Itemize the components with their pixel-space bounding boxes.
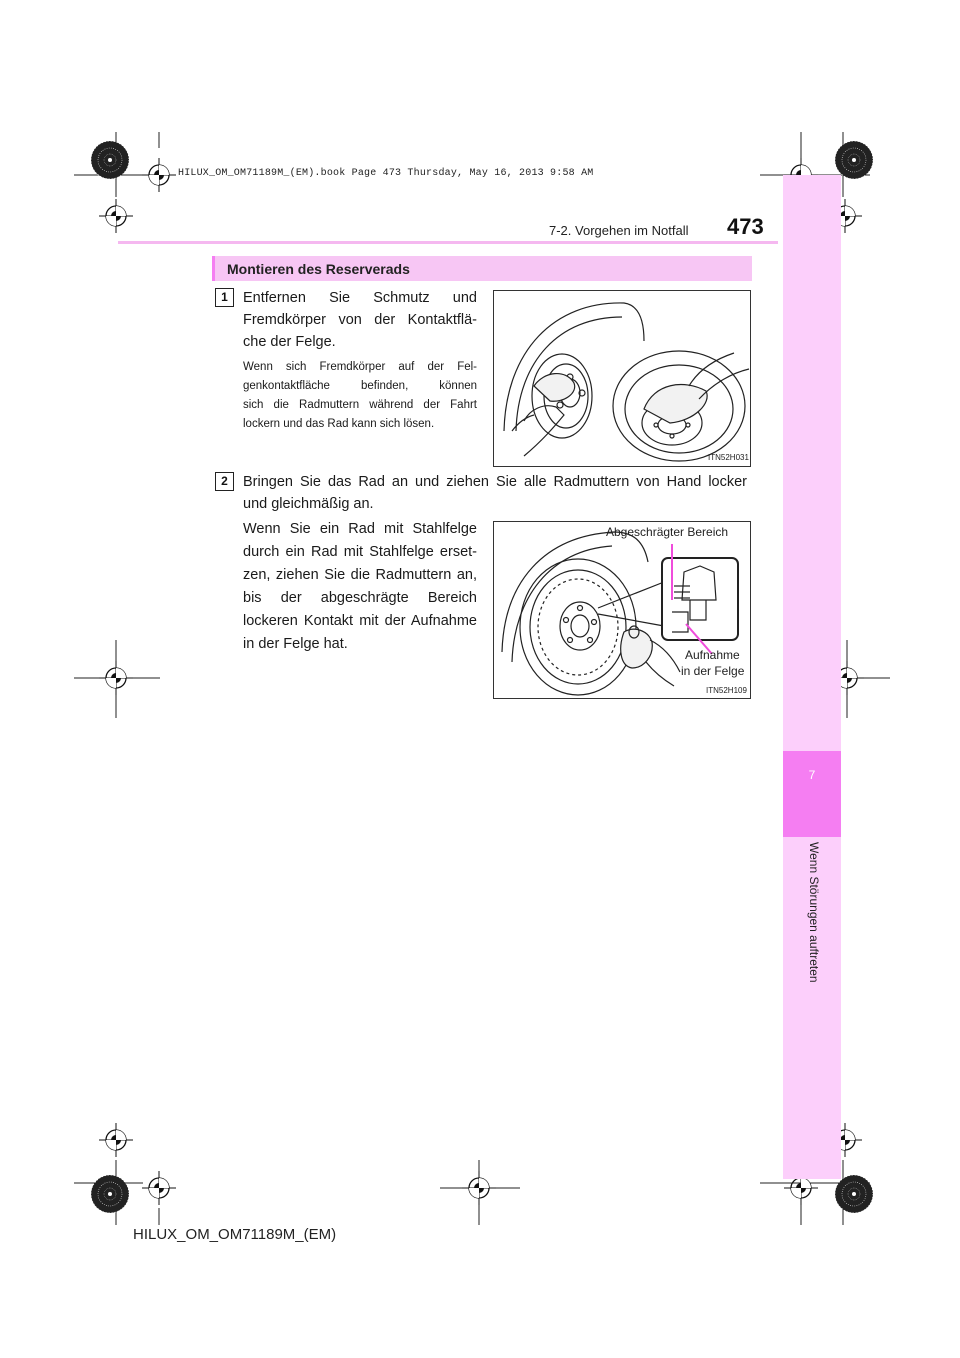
callout-bevelled-area: Abgeschrägter Bereich	[606, 525, 729, 539]
chapter-number-box	[783, 751, 841, 837]
color-bar-target-icon	[91, 141, 129, 179]
step-1-line: Entfernen Sie Schmutz und	[243, 290, 477, 306]
step-2-subtext	[243, 518, 477, 656]
page-number: 473	[727, 214, 764, 239]
sub-line: in der Felge hat.	[243, 636, 348, 652]
illustration-clean-contact-surface	[493, 290, 751, 467]
step-2-line: und gleichmäßig an.	[243, 496, 374, 512]
step-number-1: 1	[215, 288, 234, 307]
step-2-line: Bringen Sie das Rad an und ziehen Sie alle Radmuttern von Hand locker	[243, 474, 747, 490]
step-1-note	[243, 358, 477, 434]
registration-mark-icon	[462, 1171, 496, 1205]
registration-mark-icon	[99, 1123, 133, 1157]
step-1-line: che der Felge.	[243, 334, 336, 350]
registration-mark-icon	[142, 158, 176, 192]
chapter-title: Wenn Störungen auftreten	[807, 842, 821, 983]
color-bar-target-icon	[835, 141, 873, 179]
sub-line: lockeren Kontakt mit der Aufnahme	[243, 613, 477, 629]
step-2-text	[243, 471, 747, 515]
registration-mark-icon	[99, 661, 133, 695]
document-footer: HILUX_OM_OM71189M_(EM)	[133, 1226, 337, 1243]
section-header: 7-2. Vorgehen im Notfall	[549, 223, 689, 238]
illustration-code: ITN52H109	[706, 686, 747, 695]
registration-mark-icon	[99, 199, 133, 233]
note-line: genkontaktfläche befinden, können	[243, 380, 477, 392]
illustration-code: ITN52H031	[708, 453, 749, 462]
sub-line: bis der abgeschrägte Bereich	[243, 590, 477, 606]
registration-mark-icon	[142, 1171, 176, 1205]
step-1-text	[243, 287, 477, 353]
color-bar-target-icon	[91, 1175, 129, 1213]
note-line: Wenn sich Fremdkörper auf der Fel-	[243, 361, 477, 373]
section-heading: Montieren des Reserverads	[227, 261, 410, 277]
header-rule	[118, 241, 778, 244]
note-line: sich die Radmuttern während der Fahrt	[243, 399, 477, 411]
color-bar-target-icon	[835, 1175, 873, 1213]
step-1-line: Fremdkörper von der Kontaktflä-	[243, 312, 477, 328]
wheel-cleaning-drawing	[494, 291, 750, 466]
sub-line: durch ein Rad mit Stahlfelge erset-	[243, 544, 477, 560]
print-slug: HILUX_OM_OM71189M_(EM).book Page 473 Thursday, May 16, 2013 9:58 AM	[178, 168, 594, 179]
section-heading-bar	[212, 256, 752, 281]
note-line: lockern und das Rad kann sich lösen.	[243, 418, 435, 430]
callout-line: in der Felge	[681, 664, 745, 678]
sub-line: zen, ziehen Sie die Radmuttern an,	[243, 567, 477, 583]
chapter-number: 7	[808, 768, 816, 782]
callout-line: Aufnahme	[685, 648, 740, 662]
step-number-2: 2	[215, 472, 234, 491]
illustration-tighten-wheel-nuts	[493, 521, 751, 699]
callout-rim-seat	[681, 647, 745, 679]
sub-line: Wenn Sie ein Rad mit Stahlfelge	[243, 521, 477, 537]
